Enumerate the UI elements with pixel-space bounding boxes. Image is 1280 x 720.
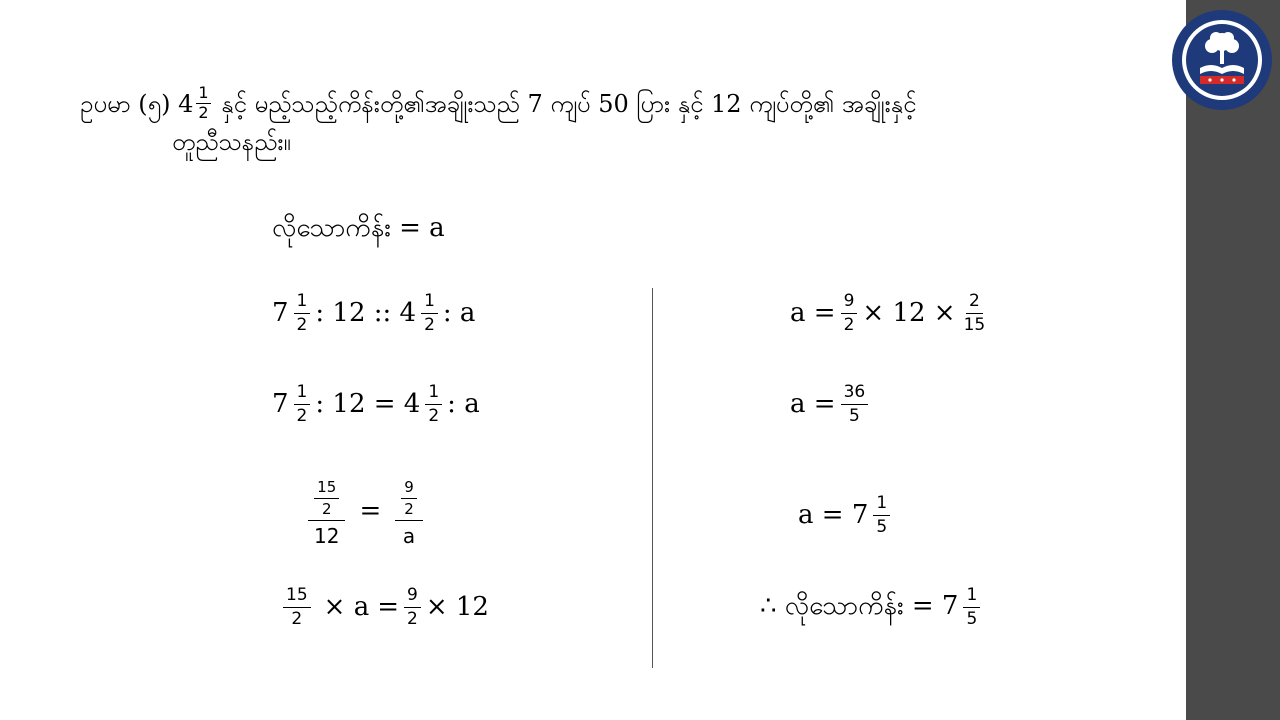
fraction: $\frac{9}{2}$	[401, 479, 417, 517]
fraction: $\frac{36}{5}$	[841, 383, 869, 425]
left-equation-1: 7 1 2 : 12 :: 4 1 2 : a	[272, 291, 476, 335]
fraction: 1 2	[294, 292, 311, 334]
right-equation-3: a = 7 1 5	[798, 494, 895, 536]
fraction: 1 5	[963, 586, 980, 628]
fraction: 1 5	[873, 494, 890, 536]
fraction: 1 2	[421, 292, 438, 334]
fraction: $\frac{2}{15}$	[963, 291, 986, 335]
problem-prefix: ဥပမာ (၅) 4	[80, 90, 194, 118]
complex-fraction: $\frac{\frac{9}{2}}{a}$	[395, 474, 423, 547]
left-equation-4: 15 2 × a = $\frac{9}{2}$ × 12	[278, 586, 489, 628]
left-equation-2: 7 1 2 : 12 = 4 1 2 : a	[272, 382, 480, 426]
conclusion-equation: ∴ လိုသောကိန်း = 7 1 5	[760, 586, 985, 628]
unknown-definition: လိုသောကိန်း = a	[272, 213, 445, 243]
fraction: 1 2	[294, 383, 311, 425]
fraction: 15 2	[283, 586, 311, 628]
problem-line-2: တူညီသနည်း။	[172, 127, 291, 156]
school-emblem-icon	[1170, 8, 1274, 112]
right-equation-2: a = $\frac{36}{5}$	[790, 383, 873, 425]
problem-text: နှင့် မည့်သည့်ကိန်းတို့၏အချိုးသည် 7 ကျပ် 50 ပြား နှင့် 12 ကျပ်တို့၏ အချိုးနှင့်	[221, 90, 917, 118]
fraction: $\frac{9}{2}$	[404, 586, 421, 628]
problem-line-1	[80, 83, 1180, 124]
left-equation-3: $\frac{\frac{15}{2}}{12}$ = $\frac{\frac{9}{2}}{a}$	[300, 474, 431, 547]
complex-fraction: $\frac{\frac{15}{2}}{12}$	[308, 474, 345, 547]
right-equation-1: a = $\frac{9}{2}$ × 12 × $\frac{2}{15}$	[790, 292, 993, 334]
fraction: $\frac{9}{2}$	[841, 292, 858, 334]
column-divider	[652, 288, 653, 668]
fraction: $\frac{15}{2}$	[314, 479, 339, 517]
problem-statement	[80, 83, 1180, 161]
fraction: 1 2	[425, 383, 442, 425]
fraction: $\frac{1}{2}$	[198, 83, 209, 122]
